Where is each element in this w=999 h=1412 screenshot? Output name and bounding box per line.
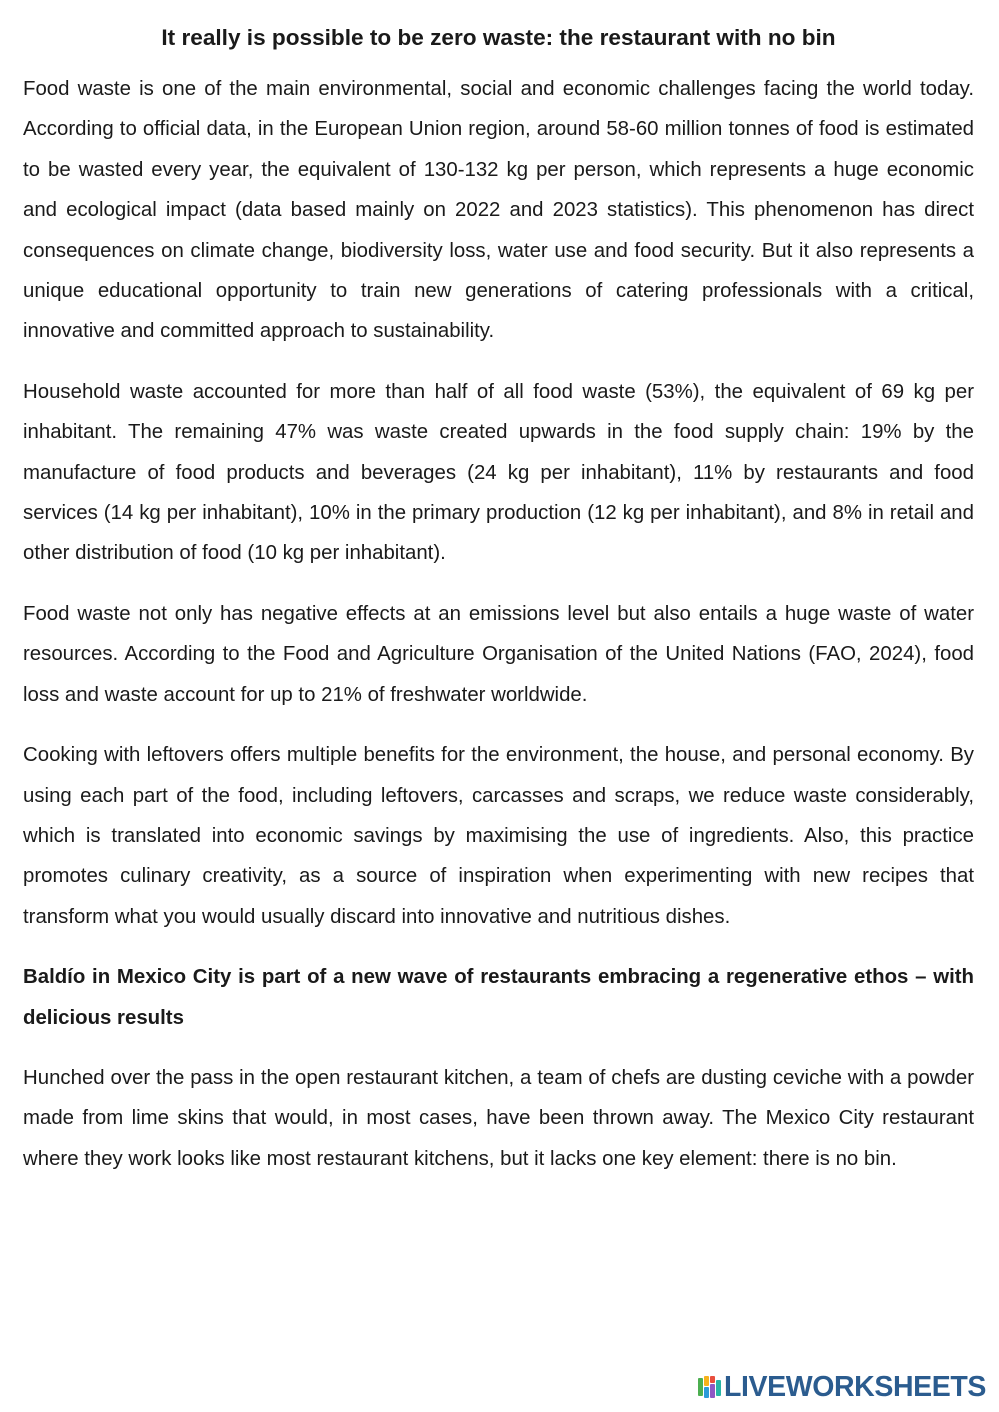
paragraph-restaurant-kitchen: Hunched over the pass in the open restaurant kitchen, a team of chefs are dusting ceviche with a powder made from lime skins that would, in most cases, have been thrown away. The Mexico City restaurant where they work looks like most restaurant kitchens, but it lacks one key element: there is no bin. <box>23 1066 974 1170</box>
article-subheading: Baldío in Mexico City is part of a new wave of restaurants embracing a regenerative ethos – with delicious results <box>23 966 974 1029</box>
paragraph-cooking-leftovers: Cooking with leftovers offers multiple benefits for the environment, the house, and personal economy. By using each part of the food, including leftovers, carcasses and scraps, we reduce waste considerably, which is translated into economic savings by maximising the use of ingredients. Also, this practice promotes culinary creativity, as a source of inspiration when experimenting with new recipes that transform what you would usually discard into innovative and nutritious dishes. <box>23 744 974 928</box>
liveworksheets-logo-icon <box>698 1374 722 1400</box>
article-title: It really is possible to be zero waste: the restaurant with no bin <box>161 25 836 50</box>
paragraph-water-resources: Food waste not only has negative effects at an emissions level but also entails a huge waste of water resources. According to the Food and Agriculture Organisation of the United Nations (FAO, 2024), food loss and waste account for up to 21% of freshwater worldwide. <box>23 602 974 706</box>
brand-name: LIVEWORKSHEETS <box>723 1371 986 1403</box>
worksheet-page <box>23 22 974 1199</box>
paragraph-food-waste-intro: Food waste is one of the main environmental, social and economic challenges facing the world today. According to official data, in the European Union region, around 58-60 million tonnes of food is estimated to be wasted every year, the equivalent of 130-132 kg per person, which represents a huge economic and ecological impact (data based mainly on 2022 and 2023 statistics). This phenomenon has direct consequences on climate change, biodiversity loss, water use and food security. But it also represents a unique educational opportunity to train new generations of catering professionals with a critical, innovative and committed approach to sustainability. <box>23 78 974 343</box>
paragraph-household-waste: Household waste accounted for more than half of all food waste (53%), the equivalent of 69 kg per inhabitant. The remaining 47% was waste created upwards in the food supply chain: 19% by the manufacture of food products and beverages (24 kg per inhabitant), 11% by restaurants and food services (14 kg per inhabitant), 10% in the primary production (12 kg per inhabitant), and 8% in retail and other distribution of food (10 kg per inhabitant). <box>23 380 974 565</box>
liveworksheets-brand[interactable] <box>698 1371 986 1403</box>
